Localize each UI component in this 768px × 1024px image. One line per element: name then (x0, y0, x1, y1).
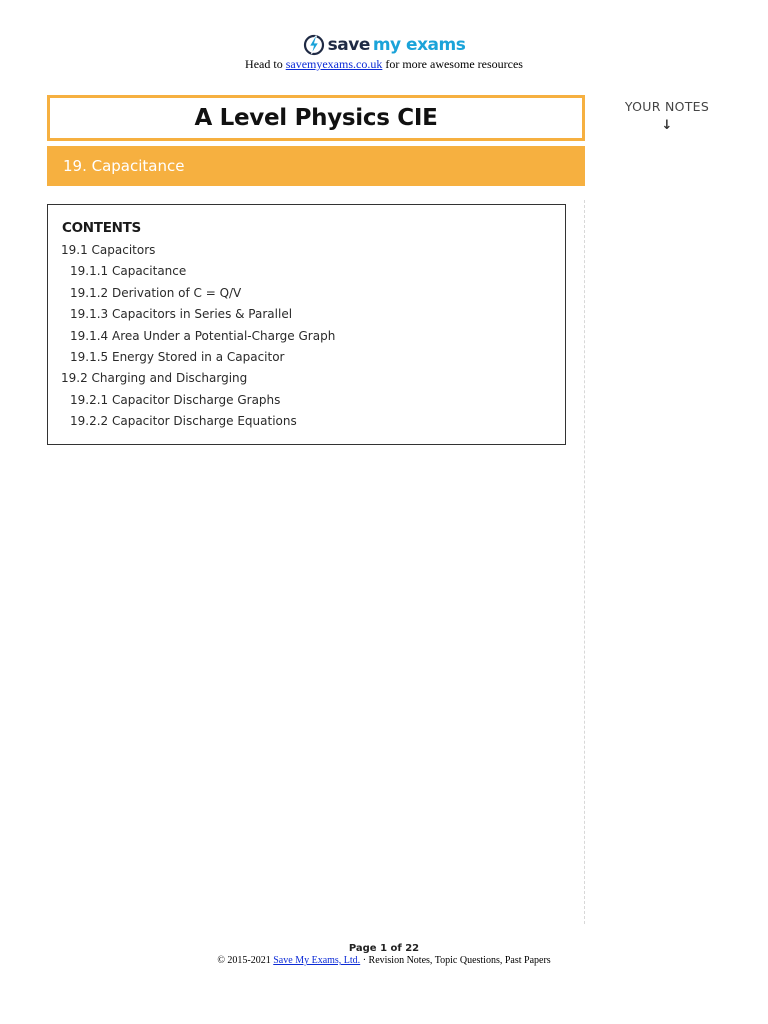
toc-item[interactable]: 19.2.2 Capacitor Discharge Equations (70, 414, 297, 429)
toc-item[interactable]: 19.1.1 Capacitance (70, 264, 187, 279)
toc-list (61, 240, 335, 433)
toc-item[interactable]: 19.2.1 Capacitor Discharge Graphs (70, 392, 281, 407)
section-banner (47, 146, 585, 186)
copyright-prefix: © 2015-2021 (217, 955, 274, 966)
toc-item[interactable]: 19.1 Capacitors (61, 243, 156, 257)
head-suffix: for more awesome resources (382, 57, 523, 71)
lightning-circle-icon (303, 34, 325, 56)
contents-box (47, 204, 566, 445)
head-prefix: Head to (245, 57, 286, 71)
toc-item[interactable]: 19.1.4 Area Under a Potential-Charge Graph (70, 328, 336, 343)
section-title: 19. Capacitance (63, 157, 185, 175)
contents-heading: CONTENTS (62, 220, 141, 236)
page-footer (0, 943, 768, 966)
toc-item[interactable]: 19.1.2 Derivation of C = Q/V (70, 285, 242, 300)
copyright-line (0, 955, 768, 966)
copyright-link[interactable]: Save My Exams, Ltd. (273, 955, 361, 966)
header-resources-line (0, 57, 768, 72)
toc-item[interactable]: 19.1.3 Capacitors in Series & Parallel (70, 307, 293, 322)
toc-item[interactable]: 19.2 Charging and Discharging (61, 371, 248, 386)
notes-divider (584, 200, 585, 924)
site-link[interactable]: savemyexams.co.uk (285, 57, 383, 71)
page-number: Page 1 of 22 (348, 943, 420, 954)
logo-word-save: save (327, 35, 370, 55)
document-title: A Level Physics CIE (47, 95, 585, 141)
copyright-suffix: · Revision Notes, Topic Questions, Past Papers (360, 955, 551, 966)
logo-word-myexams: my exams (372, 35, 466, 55)
arrow-down-icon: ↓ (661, 118, 673, 133)
toc-item[interactable]: 19.1.5 Energy Stored in a Capacitor (70, 349, 285, 364)
your-notes-label: YOUR NOTES (624, 99, 710, 114)
